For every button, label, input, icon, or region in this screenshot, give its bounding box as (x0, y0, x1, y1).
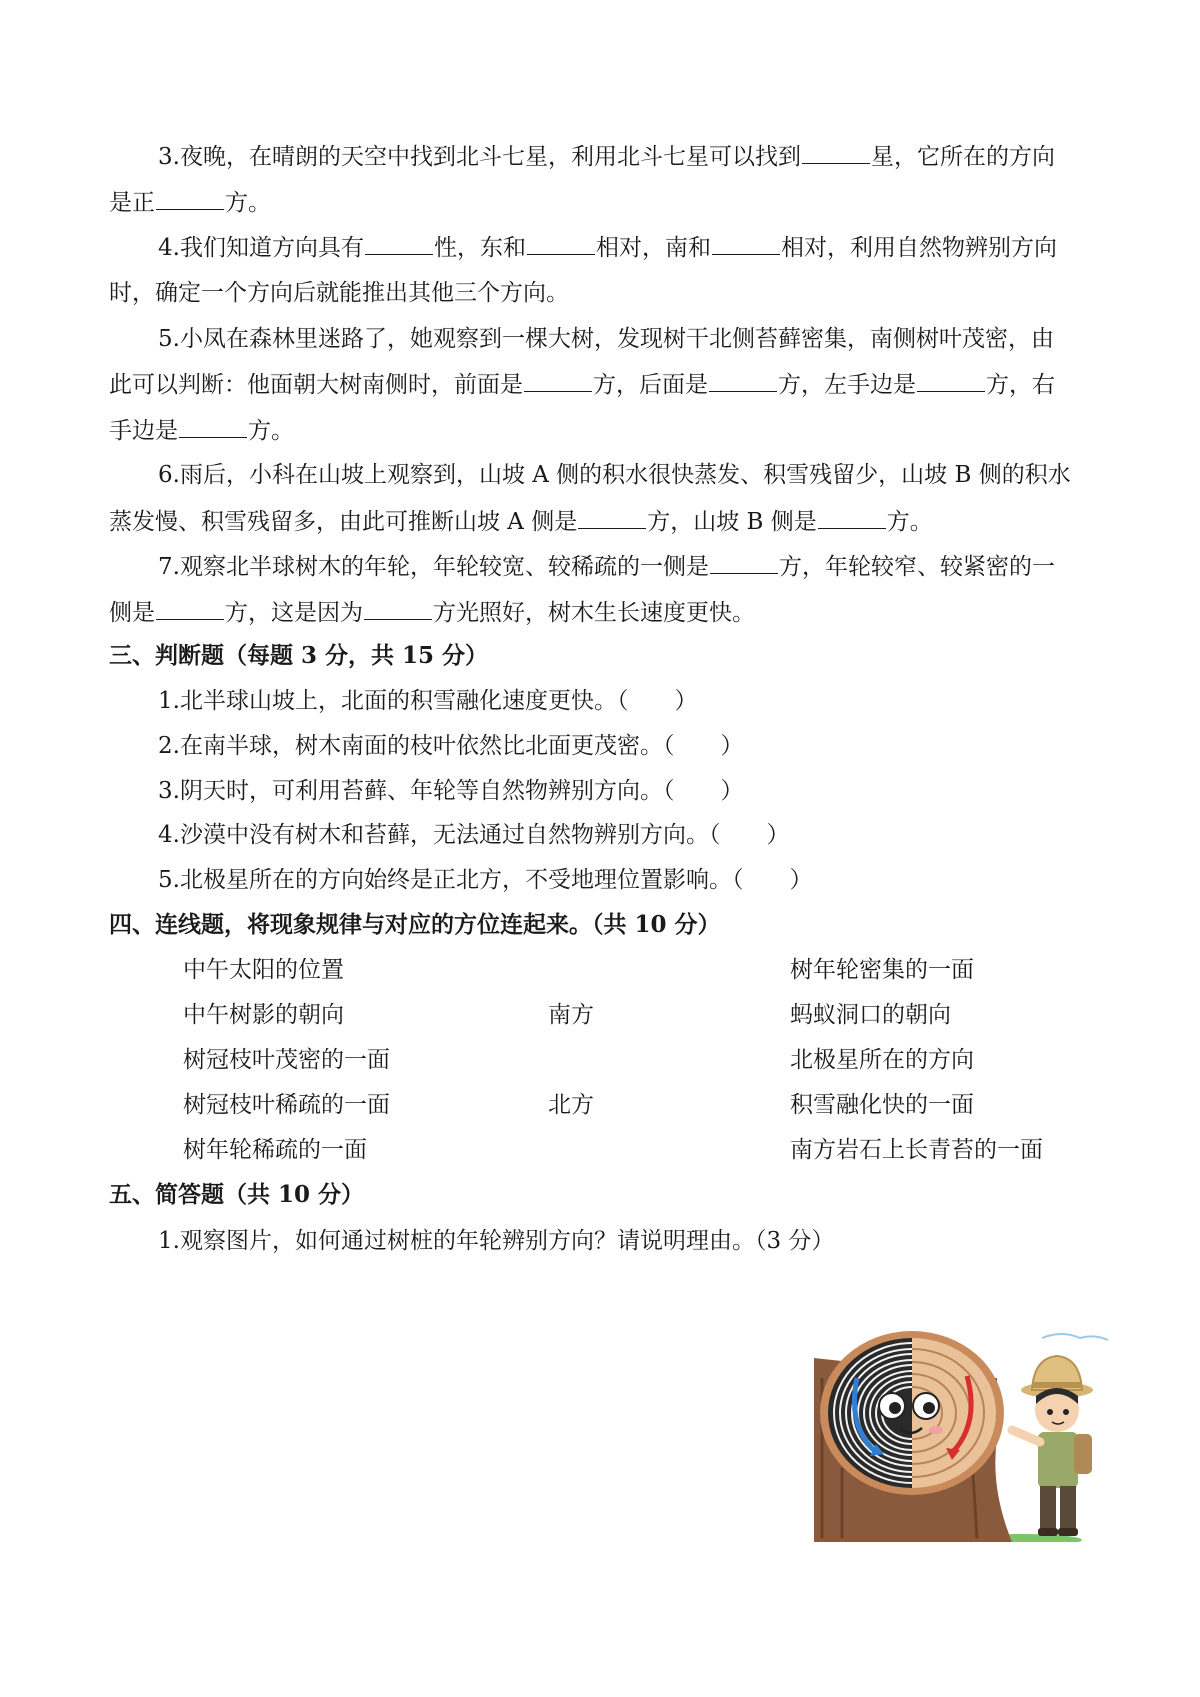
question-5-text: 方，后面是 (593, 372, 708, 398)
question-4-text: 相对，利用自然物辨别方向 (780, 235, 1057, 261)
match-left-item[interactable]: 树冠枝叶茂密的一面 (183, 1047, 390, 1073)
match-left-item[interactable]: 树年轮稀疏的一面 (183, 1137, 367, 1163)
blank-q4-1[interactable] (365, 232, 433, 255)
blank-q5-4[interactable] (179, 415, 247, 438)
question-5-text: 5.小凤在森林里迷路了，她观察到一棵大树，发现树干北侧苔藓密集，南侧树叶茂密，由 (158, 326, 1054, 352)
blank-q7-3[interactable] (364, 597, 432, 620)
question-6-line-1 (158, 460, 1071, 490)
match-left-item[interactable]: 树冠枝叶稀疏的一面 (183, 1092, 390, 1118)
question-7-text: 方，年轮较窄、较紧密的一 (778, 554, 1055, 580)
short-answer-question: 1.观察图片，如何通过树桩的年轮辨别方向？请说明理由。（3 分） (158, 1228, 835, 1254)
question-4-text: 性，东和 (433, 235, 526, 261)
blank-q4-3[interactable] (712, 232, 780, 255)
question-6-text: 6.雨后，小科在山坡上观察到，山坡 A 侧的积水很快蒸发、积雪残留少，山坡 B 侧的积水 (158, 462, 1071, 488)
judgment-item[interactable]: 2.在南半球，树木南面的枝叶依然比北面更茂密。（ ） (158, 733, 744, 759)
section-4-heading: 四、连线题，将现象规律与对应的方位连起来。（共 10 分） (109, 911, 721, 938)
question-3-line-2 (109, 187, 271, 218)
match-right-item[interactable]: 树年轮密集的一面 (790, 957, 974, 983)
question-3-text: 星，它所在的方向 (870, 144, 1055, 170)
question-6-text: 方，山坡 B 侧是 (647, 509, 817, 535)
question-4-text: 时，确定一个方向后就能推出其他三个方向。 (109, 280, 569, 306)
section-5-heading: 五、简答题（共 10 分） (109, 1181, 365, 1208)
match-right-item[interactable]: 蚂蚁洞口的朝向 (790, 1002, 951, 1028)
question-3-text: 3.夜晚，在晴朗的天空中找到北斗七星，利用北斗七星可以找到 (158, 144, 801, 170)
match-left-item[interactable]: 中午树影的朝向 (183, 1002, 344, 1028)
question-5-text: 方，右 (986, 372, 1055, 398)
judgment-item[interactable]: 1.北半球山坡上，北面的积雪融化速度更快。（ ） (158, 688, 698, 714)
blank-q5-2[interactable] (709, 369, 777, 392)
blank-q6-2[interactable] (818, 506, 886, 529)
question-5-text: 方。 (248, 418, 294, 444)
tree-stump-illustration (812, 1318, 1112, 1542)
cloud-icon (1042, 1334, 1108, 1340)
match-left-item[interactable]: 中午太阳的位置 (183, 957, 344, 983)
question-4-text: 相对，南和 (595, 235, 711, 261)
backpack (1074, 1434, 1092, 1474)
question-7-text: 方光照好，树木生长速度更快。 (433, 600, 755, 626)
judgment-item[interactable]: 5.北极星所在的方向始终是正北方，不受地理位置影响。（ ） (158, 867, 813, 893)
judgment-item[interactable]: 3.阴天时，可利用苔藓、年轮等自然物辨别方向。（ ） (158, 778, 744, 804)
question-5-line-3 (109, 415, 294, 446)
match-middle-item[interactable]: 南方 (548, 1002, 594, 1028)
blank-q6-1[interactable] (578, 506, 646, 529)
question-4-text: 4.我们知道方向具有 (158, 235, 364, 261)
question-5-line-1 (158, 324, 1054, 354)
question-4-line-2 (109, 278, 569, 308)
question-3-text: 方。 (225, 190, 271, 216)
judgment-item[interactable]: 4.沙漠中没有树木和苔藓，无法通过自然物辨别方向。（ ） (158, 822, 790, 848)
question-7-text: 方，这是因为 (225, 600, 363, 626)
blank-q5-1[interactable] (524, 369, 592, 392)
question-6-line-2 (109, 506, 933, 537)
explorer-child (1012, 1356, 1093, 1536)
blank-q7-1[interactable] (710, 551, 778, 574)
question-7-line-2 (109, 597, 755, 628)
question-7-text: 侧是 (109, 600, 155, 626)
question-5-text: 手边是 (109, 418, 178, 444)
match-right-item[interactable]: 南方岩石上长青苔的一面 (790, 1137, 1043, 1163)
question-5-line-2 (109, 369, 1055, 400)
blank-q4-2[interactable] (527, 232, 595, 255)
question-7-text: 7.观察北半球树木的年轮，年轮较宽、较稀疏的一侧是 (158, 554, 709, 580)
question-7-line-1 (158, 551, 1055, 582)
question-6-text: 方。 (886, 509, 933, 535)
question-3-text: 是正 (109, 190, 155, 216)
match-right-item[interactable]: 积雪融化快的一面 (790, 1092, 974, 1118)
question-4-line-1 (158, 232, 1057, 263)
match-middle-item[interactable]: 北方 (548, 1092, 594, 1118)
blank-q3-1[interactable] (802, 141, 870, 164)
match-right-item[interactable]: 北极星所在的方向 (790, 1047, 974, 1073)
blank-q5-3[interactable] (917, 369, 985, 392)
question-5-text: 方，左手边是 (778, 372, 916, 398)
blank-q7-2[interactable] (156, 597, 224, 620)
question-6-text: 蒸发慢、积雪残留多，由此可推断山坡 A 侧是 (109, 509, 578, 535)
question-5-text: 此可以判断：他面朝大树南侧时，前面是 (109, 372, 523, 398)
blank-q3-2[interactable] (156, 187, 224, 210)
section-3-heading: 三、判断题（每题 3 分，共 15 分） (109, 642, 489, 669)
question-3-line-1 (158, 141, 1055, 172)
